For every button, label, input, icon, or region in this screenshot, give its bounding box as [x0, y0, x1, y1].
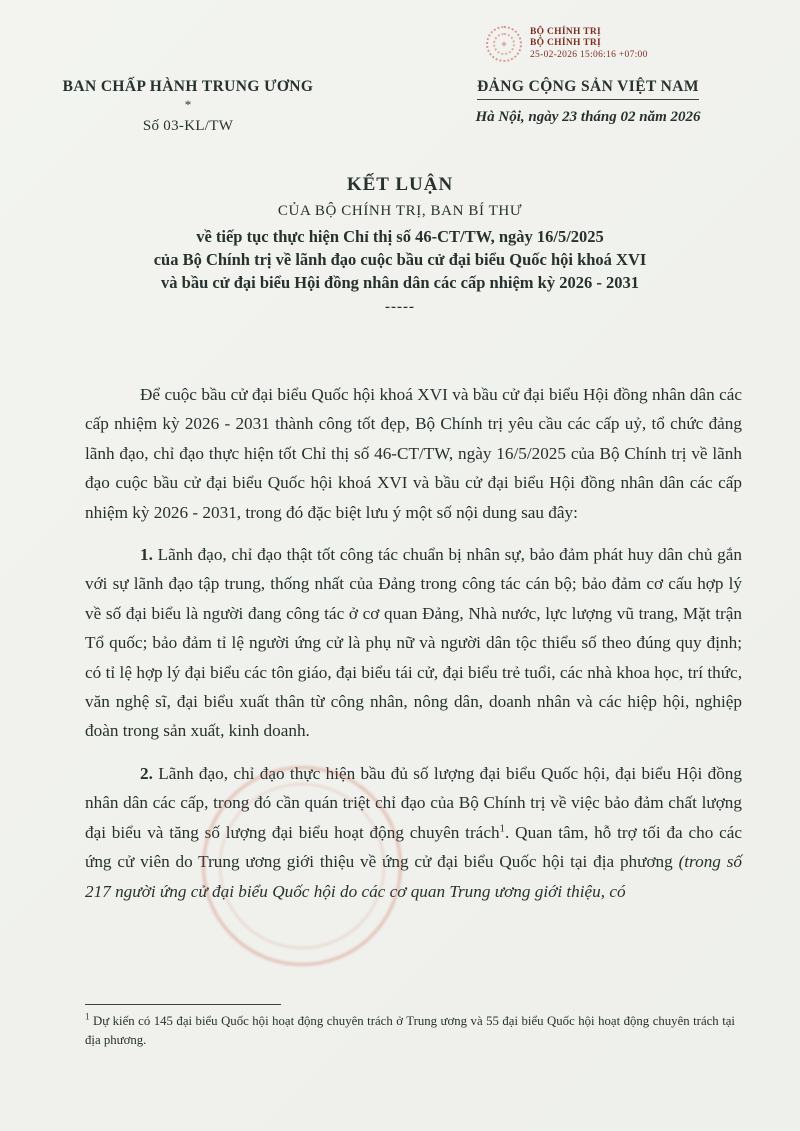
signature-org-line2: BỘ CHÍNH TRỊ — [530, 38, 601, 49]
footnote-text — [85, 1012, 735, 1050]
paragraph-2 — [85, 759, 742, 906]
document-header — [0, 78, 800, 135]
footnote-reference-marker: 1 — [499, 821, 506, 834]
document-subtitle: CỦA BỘ CHÍNH TRỊ, BAN BÍ THƯ — [277, 203, 523, 219]
party-name: ĐẢNG CỘNG SẢN VIỆT NAM — [477, 78, 699, 100]
issuing-org-name: BAN CHẤP HÀNH TRUNG ƯƠNG — [62, 78, 314, 95]
title-separator: ----- — [385, 298, 415, 315]
paragraph-2-text: Lãnh đạo, chỉ đạo thực hiện bầu đủ số lượng đại biểu Quốc hội, đại biểu Hội đồng nhân dân các cấp, trong đó cần quán triệt chỉ đạo của Bộ Chính trị về việc bảo đảm chất lượng đại biểu và tăng số lượng đại biểu hoạt động chuyên trách — [85, 763, 742, 842]
org-star-separator: * — [184, 97, 192, 112]
paragraph-2-italic-segment: (trong số 217 người ứng cử đại biểu Quốc hội do các cơ quan Trung ương giới thiệu, có — [85, 852, 742, 901]
document-title: KẾT LUẬN — [346, 174, 454, 195]
header-issuing-org — [0, 78, 376, 135]
paragraph-1-number: 1. — [140, 545, 153, 565]
paragraph-2-text-continued: . Quan tâm, hỗ trợ tối đa cho các ứng cử viên do Trung ương giới thiệu về ứng cử đại biểu Quốc hội tại địa phương — [85, 822, 742, 872]
signature-org-line1: BỘ CHÍNH TRỊ — [530, 26, 601, 37]
title-subject-line1: về tiếp tục thực hiện Chỉ thị số 46-CT/TW, ngày 16/5/2025 — [196, 226, 604, 246]
footnote-section — [85, 1004, 735, 1050]
title-subject-line3: và bầu cử đại biểu Hội đồng nhân dân các cấp nhiệm kỳ 2026 - 2031 — [161, 272, 639, 292]
signature-stamp-text — [530, 27, 648, 62]
header-national-motto — [376, 78, 800, 135]
paragraph-intro: Để cuộc bầu cử đại biểu Quốc hội khoá XVI và bầu cử đại biểu Hội đồng nhân dân các cấp nhiệm kỳ 2026 - 2031 thành công tốt đẹp, Bộ Chính trị yêu cầu các cấp uỷ, tổ chức đảng lãnh đạo, chỉ đạo thực hiện tốt Chỉ thị số 46-CT/TW, ngày 16/5/2025 của Bộ Chính trị về lãnh đạo cuộc bầu cử đại biểu Quốc hội khoá XVI và bầu cử đại biểu Hội đồng nhân dân các cấp nhiệm kỳ 2026 - 2031, trong đó đặc biệt lưu ý một số nội dung sau đây: — [85, 385, 742, 522]
document-body — [85, 380, 742, 919]
document-number: Số 03-KL/TW — [142, 118, 234, 134]
footnote-content: Dự kiến có 145 đại biểu Quốc hội hoạt động chuyên trách ở Trung ương và 55 đại biểu Quốc hội hoạt động chuyên trách tại địa phương. — [85, 1014, 735, 1047]
title-subject-line2: của Bộ Chính trị về lãnh đạo cuộc bầu cử đại biểu Quốc hội khoá XVI — [153, 249, 647, 269]
footnote-divider — [85, 1004, 281, 1005]
place-dateline: Hà Nội, ngày 23 tháng 02 năm 2026 — [475, 109, 701, 125]
paragraph-1-text: Lãnh đạo, chỉ đạo thật tốt công tác chuẩn bị nhân sự, bảo đảm phát huy dân chủ gắn với sự lãnh đạo tập trung, thống nhất của Đảng trong công tác cán bộ; bảo đảm cơ cấu hợp lý về số đại biểu là người đang công tác ở cơ quan Đảng, Nhà nước, lực lượng vũ trang, Mặt trận Tổ quốc; bảo đảm tỉ lệ người ứng cử là phụ nữ và người dân tộc thiểu số theo đúng quy định; có tỉ lệ hợp lý đại biểu các tôn giáo, đại biểu tái cử, đại biểu trẻ tuổi, các nhà khoa học, trí thức, văn nghệ sĩ, đại biểu xuất thân từ công nhân, nông dân, doanh nhân và các hiệp hội, nghiệp đoàn trong sản xuất, kinh doanh. — [85, 545, 742, 741]
red-seal-icon — [486, 26, 522, 62]
paragraph-1 — [85, 540, 742, 746]
digital-signature-stamp — [486, 26, 648, 62]
footnote-number: 1 — [85, 1011, 90, 1022]
signature-datetime: 25-02-2026 15:06:16 +07:00 — [530, 49, 648, 60]
document-title-block — [40, 174, 760, 316]
paragraph-2-number: 2. — [140, 763, 153, 783]
